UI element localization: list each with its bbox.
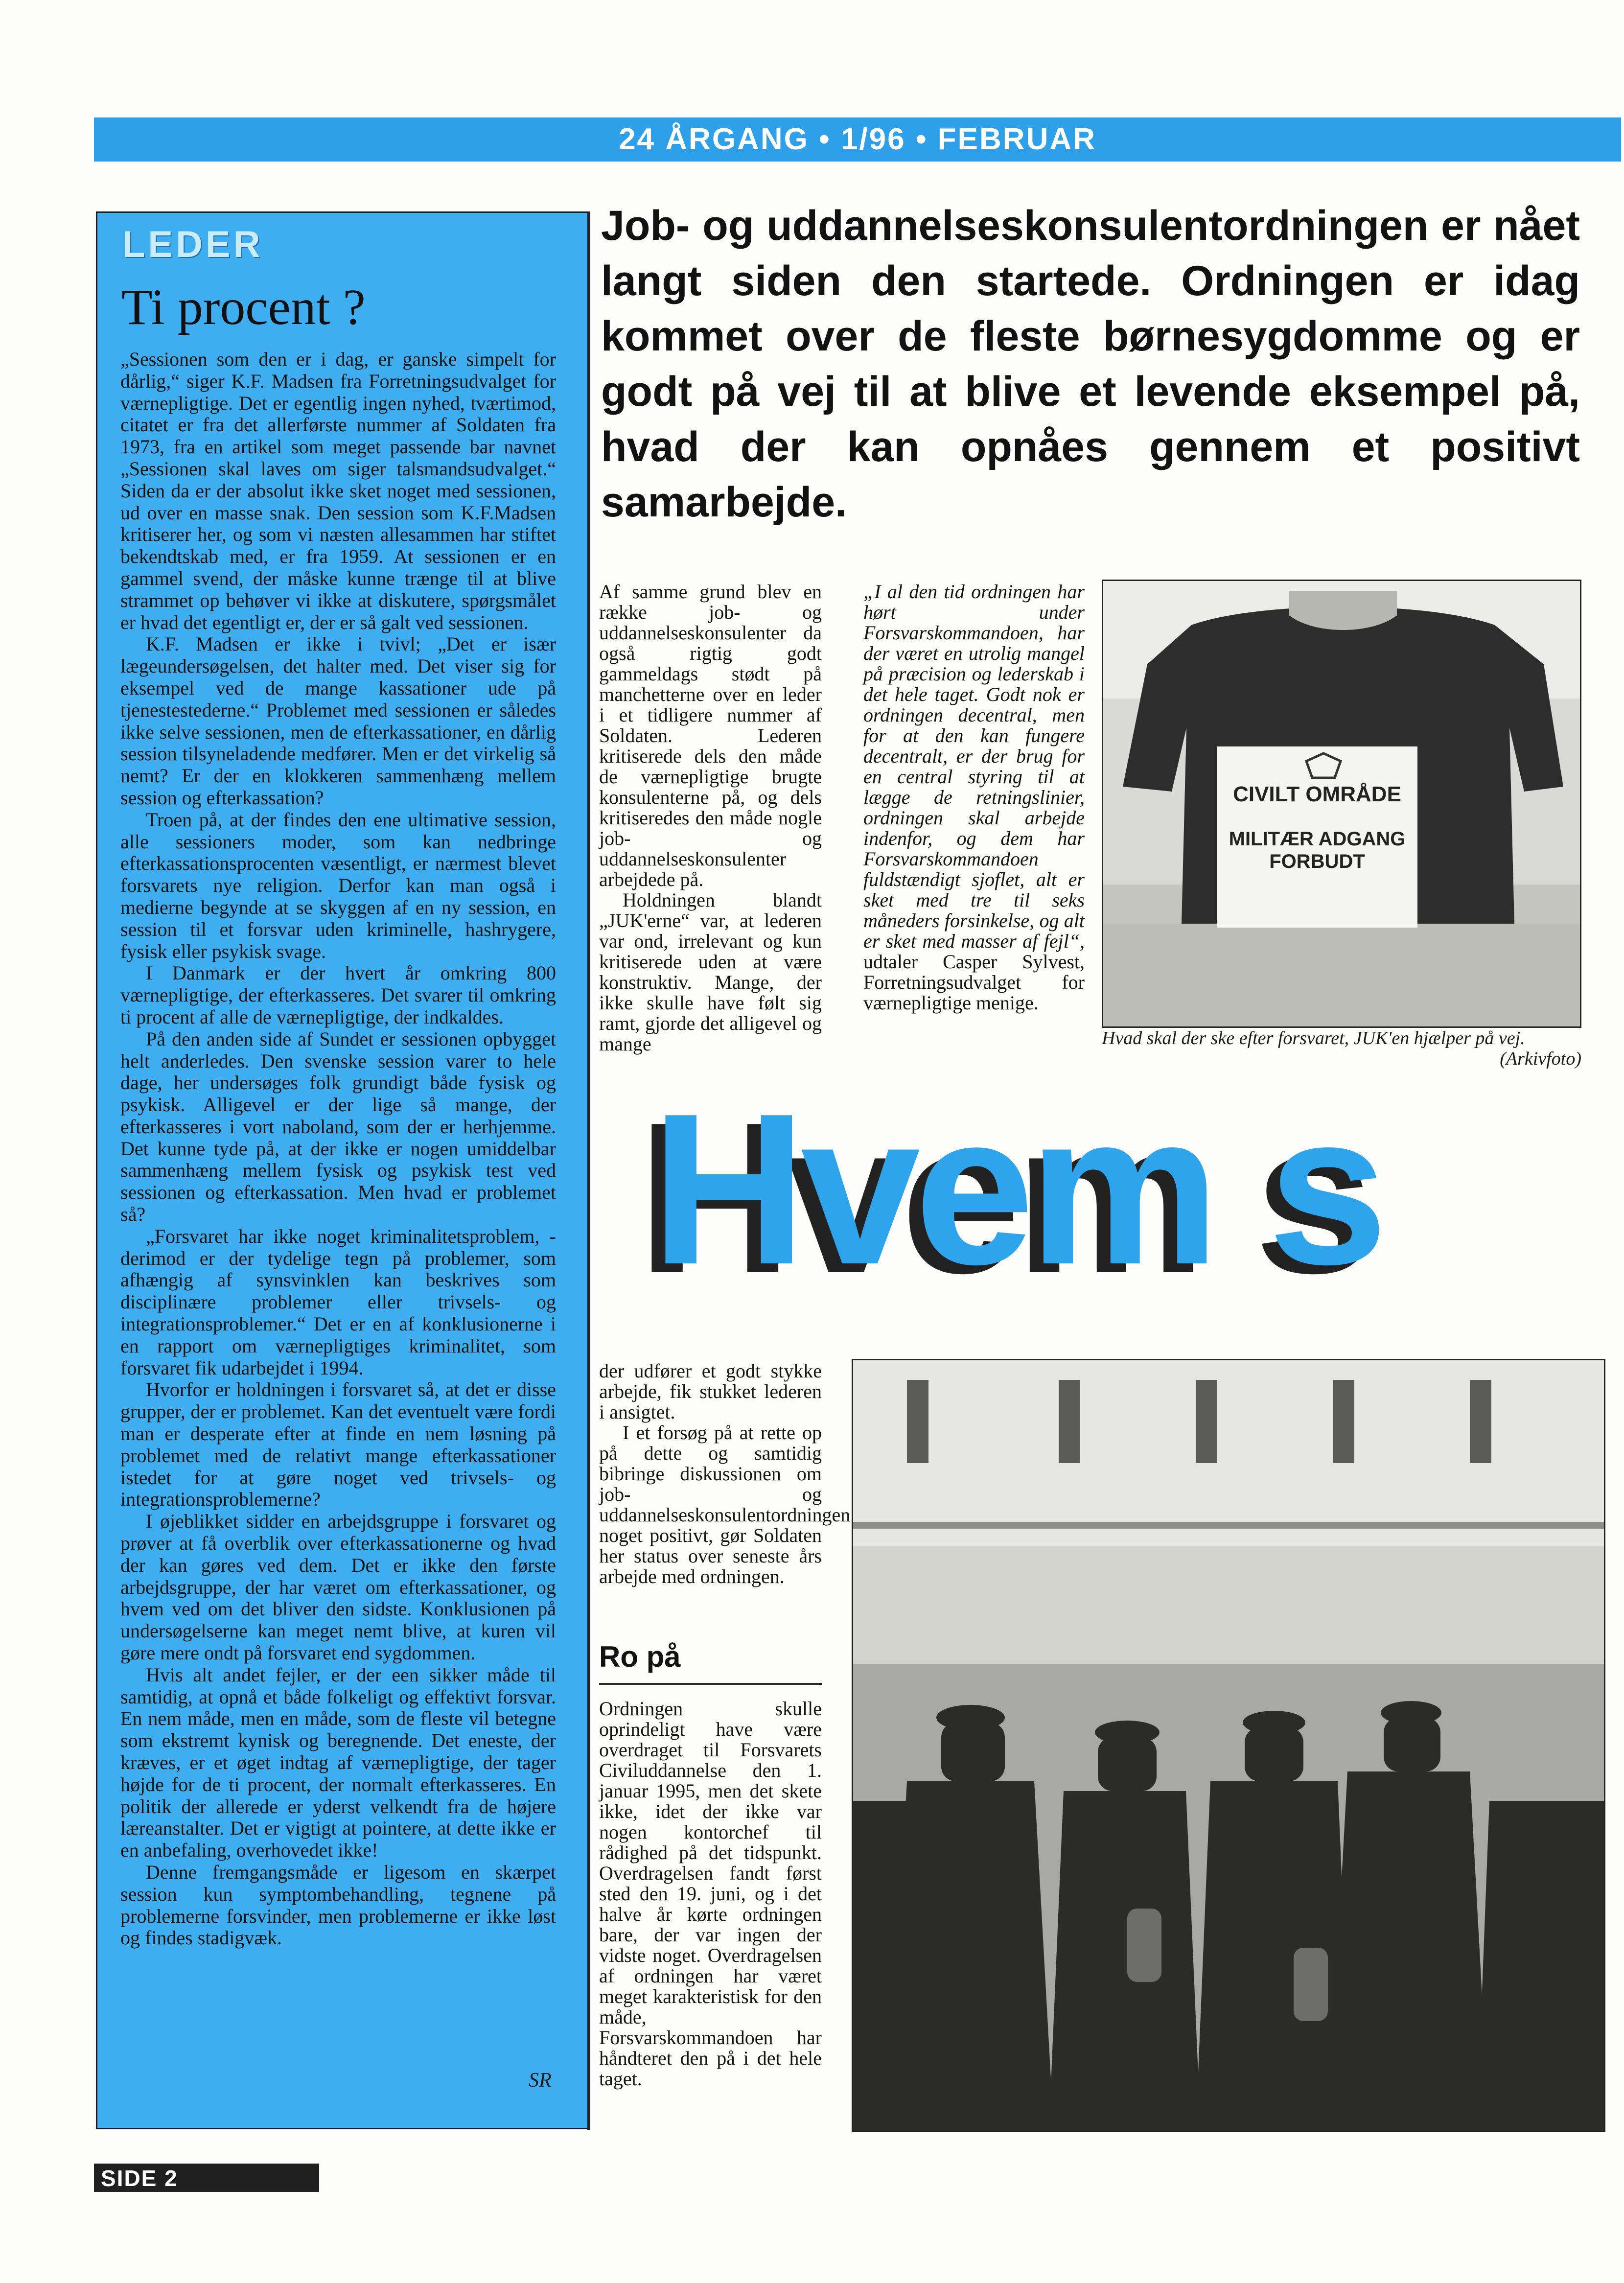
issue-header-bar	[94, 117, 1621, 162]
big-headline: Hvem s	[651, 1069, 1382, 1309]
leder-label: LEDER	[122, 224, 263, 265]
leder-paragraph: K.F. Madsen er ikke i tvivl; „Det er især lægeundersøgelsen, det halter med. Det viser sig for eksempel ved de mange kassationer ude på tjenestestederne.“ Problemet med sessionen er således ikke selve sessionen, men de efterkassationer, en dårlig session tilsyneladende medfører. Men er det virkelig så nemt? Er der en klokkeren sammenhæng mellem session og efterkassation?	[120, 633, 556, 809]
tshirt-photo-image	[1103, 581, 1580, 1026]
leder-paragraph: Troen på, at der findes den ene ultimative session, alle sessioners moder, som kan nedbringe efterkassationsprocenten væsentligt, er nærmest blevet forsvarets nye religion. Derfor kan man også i medierne begynde at se skyggen af en ny session, en session til et forsvar uden kriminelle, hashrygere, fysisk eller psykisk svage.	[120, 808, 556, 962]
leder-paragraph: „Sessionen som den er i dag, er ganske simpelt for dårlig,“ siger K.F. Madsen fra Forretningsudvalget for værnepligtige. Det er egentlig ingen nyhed, tværtimod, citatet er fra det allerførste nummer af Soldaten fra 1973, fra en artikel som meget passende bar navnet „Sessionen skal laves om siger talsmandsudvalget.“ Siden da er der absolut ikke sket noget med sessionen, ud over en masse snak. Den session som K.F.Madsen kritiserer her, og som vi næsten allesammen har stiftet bekendtskab med, er fra 1959. At sessionen er en gammel svend, der måske kunne trænge til at blive strammet op behøver vi ikke at diskutere, spørgsmålet er hvad det egentligt er, der er så galt ved sessionen.	[120, 348, 556, 633]
leder-body	[120, 349, 556, 2091]
article-headline: Job- og uddannelseskonsulentordningen er nået langt siden den startede. Ordningen er idag kommet over de fleste børnesygdomme og er godt på vej til at blive et levende eksempel på, hvad der kan opnåes gennem et positivt samarbejde.	[601, 202, 1580, 526]
leder-paragraph: Hvis alt andet fejler, er der een sikker måde til samtidig, at opnå et både folkeligt og effektivt forsvar. En nem måde, men en måde, som de fleste vil betegne som ekstremt kynisk og beregnende. Det eneste, der kræves, er et øget indtag af værnepligtige, der tager højde for de ti procent, der normalt efterkasseres. En politik der allerede er yderst velkendt fra de højere læreanstalter. Det er vigtigt at pointere, at dette ikke er en anbefaling, overhovedet ikke!	[120, 1663, 556, 1862]
article-paragraph: Ordningen skulle oprindeligt have være overdraget til Forsvarets Civiluddannelse den 1. januar 1995, men det skete ikke, idet der ikke var nogen kontorchef til rådighed på det tidspunkt. Overdragelsen fandt først sted den 19. juni, og i det halve år kørte ordningen bare, der var ingen der vidste noget. Overdragelsen af ordningen har været meget karakteristisk for den måde, Forsvarskommandoen har håndteret den på i det hele taget.	[599, 1698, 822, 2090]
issue-line: 24 ÅRGANG • 1/96 • FEBRUAR	[619, 122, 1096, 156]
leder-paragraph: Hvorfor er holdningen i forsvaret så, at det er disse grupper, der er problemet. Kan det eventuelt være fordi man er desperate efter at finde en nem løsning på problemet med de relativt mange efterkassationer istedet for at gøre noget ved trivsels- og integrationsproblemerne?	[120, 1378, 556, 1511]
subhead-rule	[599, 1683, 822, 1685]
leder-signature: SR	[529, 2069, 552, 2092]
article-column-1-lower	[599, 1360, 851, 1587]
column-divider	[587, 211, 590, 2130]
tshirt-photo	[1102, 580, 1581, 1028]
leder-paragraph: I øjeblikket sidder en arbejdsgruppe i forsvaret og prøver at få overblik over efterkassationerne og hvad der kan gøres ved dem. Det er ikke den første arbejdsgruppe, der har været om efterkassationer, og hvem ved om det bliver den sidste. Konklusionen på undersøgelserne kan meget nemt blive, at kuren vil gøre mere ondt på forsvaret end sygdommen.	[120, 1510, 556, 1664]
article-column-1	[599, 582, 822, 1054]
article-paragraph: Holdningen blandt „JUK'erne“ var, at lederen var ond, irrelevant og kun kritiserede uden at være konstruktiv. Mange, der ikke skulle have følt sig ramt, gjorde det alligevel og mange	[599, 889, 822, 1055]
leder-paragraph: I Danmark er der hvert år omkring 800 værnepligtige, der efterkasseres. Det svarer til omkring ti procent af alle de værnepligtige, der indkaldes.	[120, 962, 556, 1028]
leder-paragraph: På den anden side af Sundet er sessionen opbygget helt anderledes. Den svenske session varer to hele dage, her undersøges folk grundigt både fysisk og psykisk. Alligevel er der lige så mange, der efterkasseres i vort naboland, som der er herhjemme. Det kunne tyde på, at der ikke er nogen umiddelbar sammenhæng mellem fysisk og psykisk test ved sessionen og efterkassation. Men hvad er problemet så?	[120, 1027, 556, 1226]
patch-line-1: CIVILT OMRÅDE	[1233, 782, 1401, 806]
soldiers-photo-image	[853, 1360, 1604, 2131]
leder-title: Ti procent ?	[121, 279, 366, 335]
leder-paragraph: „Forsvaret har ikke noget kriminalitetsproblem, -derimod er der tydelige tegn på problemer, som afhængig af synsvinklen kan beskrives som disciplinære problemer eller trivsels- og integrationsproblemer.“ Det er en af konklusionerne i en rapport om værnepligtiges kriminalitet, som forsvaret fik udarbejdet i 1994.	[120, 1225, 556, 1379]
leder-paragraph: Denne fremgangsmåde er ligesom en skærpet session kun symptombehandling, tegnene på problemerne forsvinder, men problemerne er ikke løst og findes stadigvæk.	[120, 1861, 556, 1949]
photo-credit: (Arkivfoto)	[1500, 1048, 1581, 1069]
photo-caption	[1102, 1028, 1581, 1069]
patch-line-3: FORBUDT	[1269, 851, 1365, 872]
article-paragraph: der udfører et godt stykke arbejde, fik stukket lederen i ansigtet.	[599, 1360, 822, 1423]
quote-text: „I al den tid ordningen har hørt under Forsvarskommandoen, har der været en utrolig mangel på præcision og lederskab i det hele taget. Godt nok er ordningen decentral, men for at den kan fungere decentralt, er der brug for en central styring til at lægge de retningslinier, ordningen skal arbejde indenfor, og dem har Forsvarskommandoen fuldstændigt sjoflet, alt er sket med tre til seks måneders forsinkelse, og alt er sket med masser af fejl“,	[863, 581, 1085, 952]
page-label: SIDE 2	[101, 2166, 178, 2191]
article-paragraph: I et forsøg på at rette op på dette og samtidig bibringe diskussionen om job- og uddannelseskonsulentordningen noget positivt, gør Soldaten her status over seneste års arbejde med ordningen.	[599, 1421, 851, 1587]
article-quote-paragraph	[863, 582, 1085, 1013]
section-subhead: Ro på	[599, 1640, 681, 1673]
patch-line-2: MILITÆR ADGANG	[1229, 828, 1406, 850]
article-column-1-bottom	[599, 1699, 822, 2089]
quote-attribution: udtaler Casper Sylvest, Forretningsudvalget for værnepligtige menige.	[863, 951, 1085, 1014]
article-paragraph: Af samme grund blev en række job- og uddannelseskonsulenter da også rigtig godt gammeldags stødt på manchetterne over en leder i et tidligere nummer af Soldaten. Lederen kritiserede dels den måde de værnepligtige brugte konsulenterne på, og dels kritiseredes den måde nogle job- og uddannelseskonsulenter arbejdede på.	[599, 581, 822, 890]
caption-text: Hvad skal der ske efter forsvaret, JUK'en hjælper på vej.	[1102, 1028, 1525, 1048]
soldiers-photo	[852, 1359, 1605, 2132]
article-column-2	[863, 582, 1085, 1013]
